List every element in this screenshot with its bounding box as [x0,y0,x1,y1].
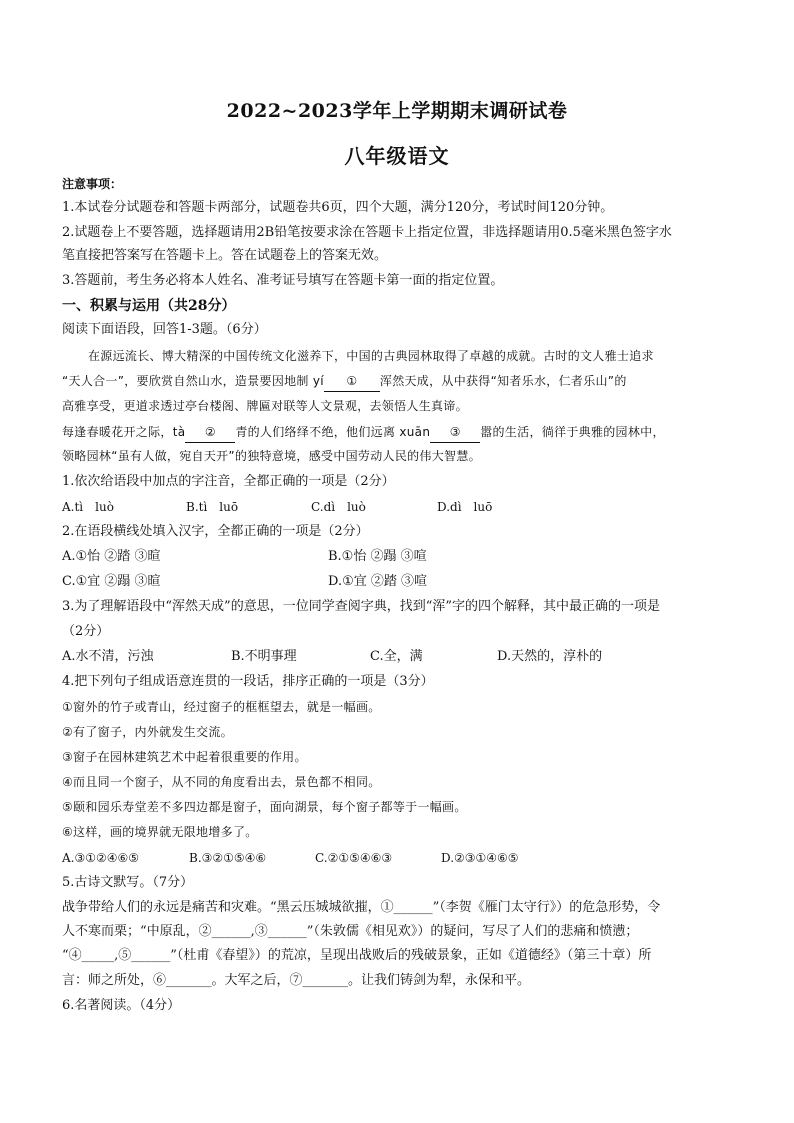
passage-line-2-end: 浑然天成，从中获得“知者乐水，仁者乐山”的 [379,374,627,388]
passage-line-2-start: “天人合一”，要欣赏自然山水，造景要因地制 yí [62,374,324,388]
q4-option-a: A.③①②④⑥⑤ [62,851,140,865]
q3-option-a: A.水不清，污浊 [62,649,154,664]
notice-heading: 注意事项： [62,177,123,191]
question-2-stem: 2.在语段横线处填入汉字，全都正确的一项是（2分） [62,524,369,539]
q4-option-b: B.③②①⑤④⑥ [189,851,267,865]
passage-line-2 [62,371,627,392]
q4-sentence-2: ②有了窗子，内外就发生交流。 [62,725,233,739]
passage-line-4 [62,422,665,443]
passage-line-3: 高雅享受，更道求透过亭台楼阁、牌匾对联等人文景观，去领悟人生真谛。 [62,399,468,413]
q3-option-c: C.全，满 [370,649,423,664]
passage-line-4-mid: 青的人们络绎不绝，他们远离 xuān [235,425,431,439]
notice-item-2-line-2: 笔直接把答案写在答题卡上。答在试题卷上的答案无效。 [62,248,388,263]
q2-option-d: D.①宜 ②踏 ③喧 [328,574,428,589]
notice-item-2-line-1: 2.试题卷上不要答题，选择题请用2B铅笔按要求涂在答题卡上指定位置，非选择题请用0.5毫米黑色签字水 [62,225,672,240]
q4-sentence-6: ⑥这样，画的境界就无限地增多了。 [62,825,258,839]
q2-option-c: C.①宜 ②蹋 ③暄 [62,574,161,589]
exam-title: 2022~2023学年上学期期末调研试卷 [226,100,568,122]
q2-option-a: A.①怡 ②踏 ③暄 [62,549,161,564]
q2-option-b: B.①怡 ②蹋 ③喧 [328,549,427,564]
q4-option-c: C.②①⑤④⑥③ [315,851,393,865]
q4-option-d: D.②③①④⑥⑤ [441,851,519,865]
q4-sentence-3: ③窗子在园林建筑艺术中起着很重要的作用。 [62,750,307,764]
q5-line-2: 人不寒而栗；“中原乱，②______,③______”（朱敦儒《相见欢》）的疑问，写尽了人们的悲痛和愤懑； [62,924,639,939]
question-1-stem: 1.依次给语段中加点的字注音，全都正确的一项是（2分） [62,474,395,489]
question-3-stem: 3.为了理解语段中“浑然天成”的意思，一位同学查阅字典，找到“浑”字的四个解释，其中最正确的一项是 [62,599,660,614]
blank-2: ② [185,422,235,443]
q4-sentence-5: ⑤颐和园乐寿堂差不多四边都是窗子，面向湖景，每个窗子都等于一幅画。 [62,800,467,814]
exam-subject: 八年级语文 [344,144,450,168]
passage-line-4-end: 嚣的生活，徜徉于典雅的园林中， [480,425,665,439]
passage-line-5: 领略园林“虽有人做，宛自天开”的独特意境，感受中国劳动人民的伟大智慧。 [62,449,481,463]
q5-line-1: 战争带给人们的永远是痛苦和灾难。“黑云压城城欲摧，①______”（李贺《雁门太守行》）的危急形势，令 [62,900,661,915]
question-4-stem: 4.把下列句子组成语意连贯的一段话，排序正确的一项是（3分） [62,674,434,689]
notice-item-3: 3.答题前，考生务必将本人姓名、准考证号填写在答题卡第一面的指定位置。 [62,273,504,288]
reading-intro: 阅读下面语段，回答1-3题。（6分） [62,322,267,337]
question-3-score: （2分） [62,624,110,639]
blank-3: ③ [430,422,480,443]
q1-option-a: A.tì luò [62,500,114,514]
blank-1: ① [324,371,380,392]
q5-line-4: 言：师之所处，⑥_______。大军之后，⑦_______。让我们铸剑为犁，永保和平。 [62,973,531,988]
question-5-stem: 5.古诗文默写。（7分） [62,875,194,890]
q4-sentence-4: ④而且同一个窗子，从不同的角度看出去，景色都不相同。 [62,775,381,789]
q1-option-b: B.tì luō [186,500,239,514]
question-6-stem: 6.名著阅读。（4分） [62,998,181,1013]
q5-line-3: “④_____,⑤______”（杜甫《春望》）的荒凉，呈现出战败后的残破景象，正如《道德经》（第三十章）所 [62,948,652,963]
q1-option-d: D.dì luō [437,500,493,514]
passage-line-4-start: 每逢春暖花开之际，tà [62,425,186,439]
passage-line-1: 在源远流长、博大精深的中国传统文化滋养下，中国的古典园林取得了卓越的成就。古时的文人雅士追求 [88,349,654,363]
section-1-heading: 一、积累与运用（共28分） [62,298,236,314]
q3-option-d: D.天然的，淳朴的 [497,649,603,664]
q3-option-b: B.不明事理 [231,649,297,664]
q4-sentence-1: ①窗外的竹子或青山，经过窗子的框框望去，就是一幅画。 [62,700,381,714]
notice-item-1: 1.本试卷分试题卷和答题卡两部分，试题卷共6页，四个大题，满分120分，考试时间120分钟。 [62,200,614,215]
q1-option-c: C.dì luò [311,500,366,514]
